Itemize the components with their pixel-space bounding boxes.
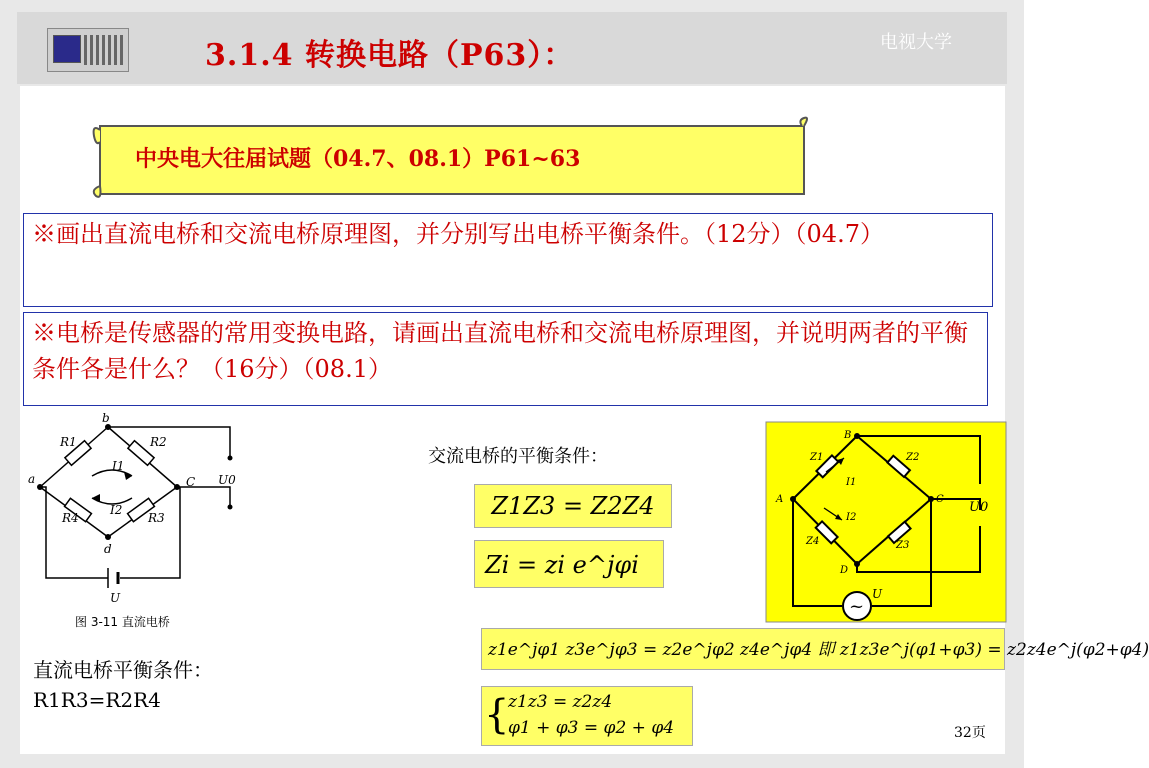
node-label-c: C <box>186 475 196 489</box>
dc-bridge-diagram <box>20 410 280 610</box>
current-label-i2: I2 <box>110 503 123 517</box>
formula-impedance-product: Z1Z3 = Z2Z4 <box>474 484 672 528</box>
university-badge: 电视大学 <box>880 32 952 53</box>
system-line-1: z1z3 = z2z4 <box>508 692 613 712</box>
resistor-label-r1: R1 <box>60 435 77 449</box>
node-label-a: A <box>776 494 784 505</box>
resistor-label-r3: R3 <box>148 511 165 525</box>
supply-label-u: U <box>872 587 883 601</box>
node-label-a: a <box>28 472 36 486</box>
output-label-u0: U0 <box>218 473 236 487</box>
ac-balance-label: 交流电桥的平衡条件： <box>428 446 608 467</box>
wire-c-out <box>177 487 230 507</box>
node-label-d: D <box>840 565 849 576</box>
supply-label-u: U <box>110 591 121 605</box>
impedance-label-z1: Z1 <box>810 452 824 463</box>
output-label-u0: U0 <box>969 500 989 515</box>
impedance-label-z3: Z3 <box>896 540 910 551</box>
current-label-i1: I1 <box>112 459 125 473</box>
brace-icon: { <box>484 692 510 738</box>
resistor-label-r4: R4 <box>62 511 79 525</box>
page-number: 32页 <box>954 725 986 741</box>
dc-bridge-caption: 图 3-11 直流电桥 <box>75 615 170 629</box>
dc-balance-equation: R1R3=R2R4 <box>33 688 161 712</box>
ac-bridge-diagram <box>766 422 1006 622</box>
node-label-b: B <box>844 430 852 441</box>
formula-balance-system <box>481 686 693 746</box>
impedance-label-z4: Z4 <box>806 536 820 547</box>
impedance-label-z2: Z2 <box>906 452 920 463</box>
node-label-d: d <box>104 542 112 556</box>
system-line-2: φ1 + φ3 = φ2 + φ4 <box>508 718 675 738</box>
resistor-label-r2: R2 <box>150 435 167 449</box>
question-box-1: ※画出直流电桥和交流电桥原理图，并分别写出电桥平衡条件。（12分）（04.7） <box>23 213 993 307</box>
exam-banner: 中央电大往届试题（04.7、08.1）P61~63 <box>135 146 581 172</box>
supply-symbol: ~ <box>849 596 865 617</box>
slide-title: 3.1.4 转换电路（P63）： <box>205 38 575 73</box>
dc-balance-label: 直流电桥平衡条件： <box>33 658 213 682</box>
node-label-c: C <box>936 494 944 505</box>
node-label-b: b <box>102 411 110 425</box>
formula-impedance-polar: Zi = zi e^jφi <box>474 540 664 588</box>
question-box-2: ※电桥是传感器的常用变换电路，请画出直流电桥和交流电桥原理图，并说明两者的平衡条件各是什么？（16分）（08.1） <box>23 312 988 406</box>
current-label-i1: I1 <box>846 477 857 488</box>
formula-expanded-polar: z1e^jφ1 z3e^jφ3 = z2e^jφ2 z4e^jφ4 即 z1z3e^j(φ1+φ3) = z2z4e^j(φ2+φ4) <box>481 628 1005 670</box>
current-label-i2: I2 <box>846 512 857 523</box>
